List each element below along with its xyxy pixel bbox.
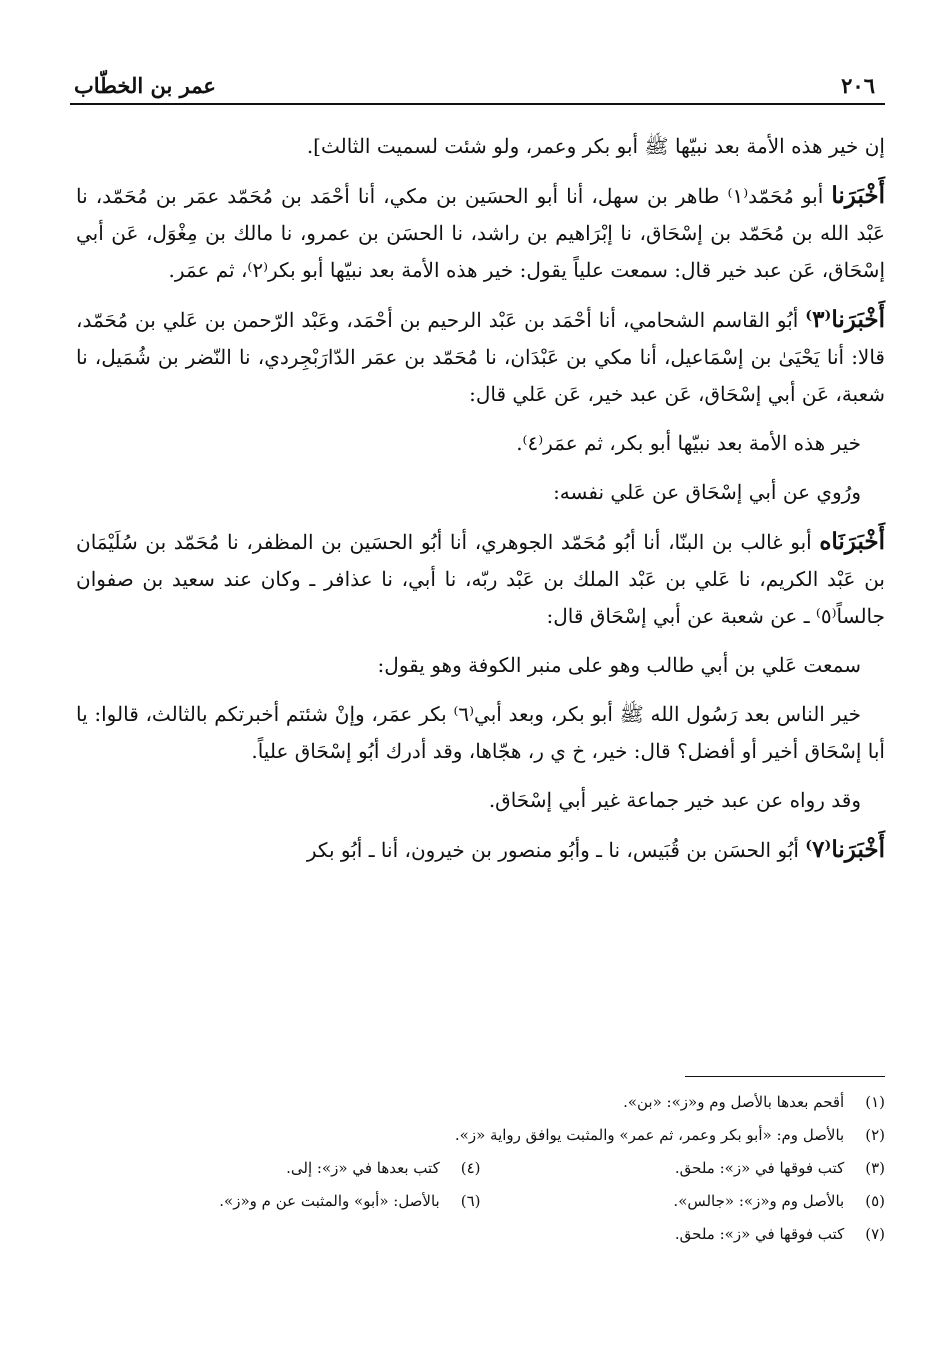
footnote-number: (٧) [865, 1225, 885, 1243]
footnote-7 [76, 1218, 885, 1251]
header-rule [70, 103, 885, 105]
paragraph [76, 831, 885, 869]
running-title: عمر بن الخطّاب [74, 73, 216, 98]
footnote-6 [76, 1185, 481, 1218]
footnote-1 [76, 1086, 885, 1119]
paragraph [76, 425, 885, 462]
footnote-number: (٣) [865, 1159, 885, 1177]
paragraph-text: سمعت عَلي بن أبي طالب وهو على منبر الكوفة وهو يقول: [377, 653, 861, 677]
isnad-keyword: أَخْبَرَنا [831, 182, 885, 209]
paragraph-text: إن خير هذه الأمة بعد نبيّها ﷺ أبو بكر وعمر، ولو شئت لسميت الثالث]. [306, 134, 885, 158]
footnote-text: بالأصل: «أبو» والمثبت عن م و«ز». [219, 1192, 440, 1210]
footnote-text: بالأصل وم: «أبو بكر وعمر، ثم عمر» والمثبت يوافق رواية «ز». [454, 1126, 845, 1144]
footnote-row [76, 1119, 885, 1152]
footnote-2 [76, 1119, 885, 1152]
paragraph-text: ورُوي عن أبي إسْحَاق عن عَلي نفسه: [553, 480, 861, 504]
paragraph-text: أبُو الحسَن بن قُبَيس، نا ـ وأبُو منصور بن خيرون، أنا ـ أبُو بكر [306, 838, 799, 862]
footnote-4 [76, 1152, 481, 1185]
footnote-text: كتب فوقها في «ز»: ملحق. [674, 1159, 845, 1177]
paragraph [76, 696, 885, 770]
footnote-row [76, 1218, 885, 1251]
footnote-number: (٢) [865, 1126, 885, 1144]
main-text [76, 128, 885, 881]
footnote-text: بالأصل وم و«ز»: «جالس». [673, 1192, 845, 1210]
paragraph-text: وقد رواه عن عبد خير جماعة غير أبي إسْحَاق. [488, 788, 861, 812]
paragraph [76, 474, 885, 511]
footnote-row [76, 1152, 885, 1185]
footnote-row [76, 1185, 885, 1218]
isnad-keyword: أَخْبَرَنَاه [819, 528, 886, 555]
footnotes [76, 1086, 885, 1251]
paragraph-text: أبُو القاسم الشحامي، أنا أحْمَد بن عَبْد الرحيم بن أحْمَد، وعَبْد الرّحمن بن عَلي بن مُحَمّد، قالا: أنا يَحْيَىٰ بن إسْمَاعيل، أنا مكي بن عَبْدَان، نا مُحَمّد بن عمَر الدّارَبْجِردي، نا النّضر بن شُمَيل، نا شعبة، عَن أبي إسْحَاق، عَن عبد خير، عَن عَلي قال: [76, 308, 885, 406]
page-header [74, 68, 875, 98]
footnote-number: (٥) [865, 1192, 885, 1210]
footnote-number: (١) [865, 1093, 885, 1111]
footnote-number: (٤) [460, 1159, 481, 1177]
footnote-3 [481, 1152, 886, 1185]
paragraph [76, 647, 885, 684]
footnote-rule [685, 1076, 885, 1077]
paragraph-text: أبو غالب بن البنّا، أنا أبُو مُحَمّد الجوهري، أنا أبُو الحسَين بن المظفر، نا مُحَمّد بن سُلَيْمَان بن عَبْد الكريم، نا عَلي بن عَبْد الملك بن عَبْد ربّه، نا أبي، نا عذافر ـ وكان عند سعيد بن صفوان جالساً⁽٥⁾ ـ عن شعبة عن أبي إسْحَاق قال: [76, 530, 885, 628]
paragraph-text: أبو مُحَمّد⁽١⁾ طاهر بن سهل، أنا أبو الحسَين بن مكي، أنا أحْمَد بن مُحَمّد عمَر بن مُحَمّد، نا عَبْد الله بن مُحَمّد بن إسْحَاق، نا إبْرَاهيم بن راشد، نا الحسَن بن عمرو، نا مالك بن مِغْوَل، عَن أبي إسْحَاق، عَن عبد خير قال: سمعت علياً يقول: خير هذه الأمة بعد نبيّها أبو بكر⁽٢⁾، ثم عمَر. [76, 184, 885, 282]
footnote-text: كتب بعدها في «ز»: إلى. [286, 1159, 440, 1177]
footnote-number: (٦) [460, 1192, 481, 1210]
paragraph [76, 523, 885, 635]
paragraph [76, 128, 885, 165]
paragraph [76, 301, 885, 413]
footnote-row [76, 1086, 885, 1119]
isnad-keyword: أَخْبَرَنا⁽٣⁾ [805, 306, 886, 333]
paragraph [76, 177, 885, 289]
isnad-keyword: أَخْبَرَنا⁽٧⁾ [805, 836, 885, 863]
footnote-text: كتب فوقها في «ز»: ملحق. [674, 1225, 845, 1243]
paragraph [76, 782, 885, 819]
footnote-5 [481, 1185, 886, 1218]
page-number: ٢٠٦ [841, 73, 875, 98]
paragraph-text: خير هذه الأمة بعد نبيّها أبو بكر، ثم عمَر⁽٤⁾. [516, 431, 861, 455]
paragraph-text: خير الناس بعد رَسُول الله ﷺ أبو بكر، وبعد أبي⁽٦⁾ بكر عمَر، وإنْ شئتم أخبرتكم بالثالث، قالوا: يا أبا إسْحَاق أخير أو أفضل؟ قال: خير، خ ي ر، هجّاها، وقد أدرك أبُو إسْحَاق علياً. [76, 702, 885, 763]
footnote-text: أقحم بعدها بالأصل وم و«ز»: «بن». [623, 1093, 845, 1111]
